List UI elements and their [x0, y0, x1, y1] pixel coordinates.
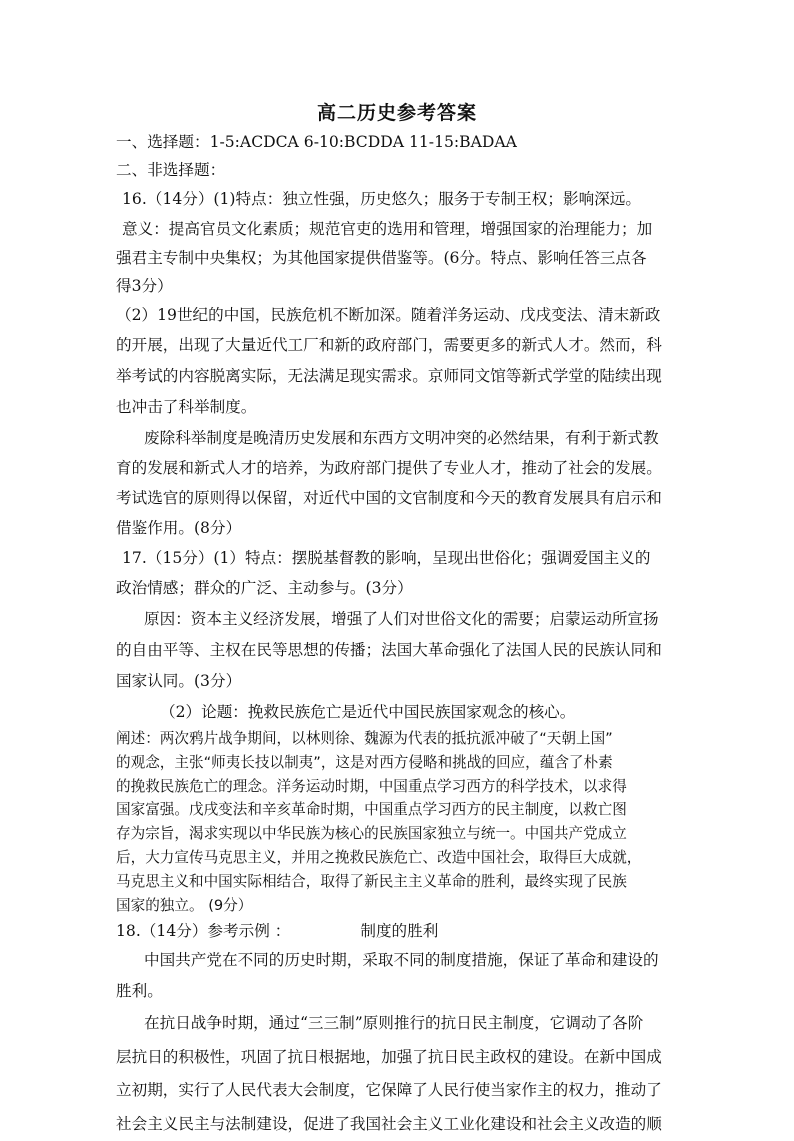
q16-text-line: 育的发展和新式人才的培养，为政府部门提供了专业人才，推动了社会的发展。: [116, 459, 662, 477]
page-title: 高二历史参考答案: [316, 102, 477, 124]
q18-paragraph-line: 在抗日战争时期，通过“三三制”原则推行的抗日民主制度，它调动了各阶: [144, 1014, 644, 1033]
q17-text-line: 国家认同。(3分）: [116, 672, 242, 690]
q17-reason-line: 原因：资本主义经济发展，增强了人们对世俗文化的需要；启蒙运动所宣扬: [144, 610, 659, 628]
q17-elaboration-line: 后，大力宣传马克思主义，并用之挽救民族危亡、改造中国社会，取得巨大成就，: [116, 848, 642, 866]
q16-part1-line: 16.（14分）(1)特点：独立性强，历史悠久；服务于专制王权；影响深远。: [122, 190, 641, 208]
q16-text-line: 举考试的内容脱离实际，无法满足现实需求。京师同文馆等新式学堂的陆续出现: [116, 367, 662, 385]
q16-text-line: 考试选官的原则得以保留，对近代中国的文官制度和今天的教育发展具有启示和: [116, 489, 662, 507]
q17-part1-line: 17.（15分）(1）特点：摆脱基督教的影响，呈现出世俗化；强调爱国主义的: [122, 549, 651, 567]
q17-elaboration-line: 的观念，主张“师夷长技以制夷”，这是对西方侵略和挑战的回应，蕴含了朴素: [116, 753, 613, 771]
q17-elaboration-line: 阐述：两次鸦片战争期间，以林则徐、魏源为代表的抵抗派冲破了“天朝上国”: [116, 730, 613, 747]
q17-elaboration-line: 存为宗旨，渴求实现以中华民族为核心的民族国家独立与统一。中国共产党成立: [116, 825, 627, 843]
q17-text-line: 的自由平等、主权在民等思想的传播；法国大革命强化了法国人民的民族认同和: [116, 641, 662, 659]
q17-part2-thesis-line: （2）论题：挽救民族危亡是近代中国民族国家观念的核心。: [160, 703, 576, 721]
q18-paragraph-line: 中国共产党在不同的历史时期，采取不同的制度措施，保证了革命和建设的: [144, 951, 659, 970]
q17-elaboration-line: 的挽救民族危亡的理念。洋务运动时期，中国重点学习西方的科学技术，以求得: [116, 777, 627, 795]
q16-text-line: 强君主专制中央集权；为其他国家提供借鉴等。(6分。特点、影响任答三点各: [116, 249, 647, 267]
q17-elaboration-line: 马克思主义和中国实际相结合，取得了新民主主义革命的胜利，最终实现了民族: [116, 872, 627, 890]
q17-text-line: 政治情感；群众的广泛、主动参与。(3分）: [116, 579, 413, 597]
q17-elaboration-line: 国家的独立。 (9分）: [116, 896, 253, 914]
q16-text-line: 借鉴作用。(8分）: [116, 519, 242, 537]
choice-answers-line: 一、选择题：1-5:ACDCA 6-10:BCDDA 11-15:BADAA: [116, 133, 517, 151]
q16-significance-line: 意义：提高官员文化素质；规范官吏的选用和管理，增强国家的治理能力；加: [122, 220, 653, 238]
q18-essay-title: 制度的胜利: [360, 922, 439, 941]
answer-content: [116, 128, 686, 1141]
q16-paragraph-line: 废除科举制度是晚清历史发展和东西方文明冲突的必然结果，有利于新式教: [144, 429, 659, 447]
q18-text-line: 胜利。: [116, 982, 163, 1001]
q17-elaboration-line: 国家富强。戊戌变法和辛亥革命时期，中国重点学习西方的民主制度，以救亡图: [116, 801, 627, 819]
q16-text-line: 得3分）: [116, 277, 173, 295]
q18-text-line: 社会主义民主与法制建设，促进了我国社会主义工业化建设和社会主义改造的顺: [116, 1114, 662, 1133]
q16-text-line: 也冲击了科举制度。: [116, 398, 257, 416]
q18-text-line: 立初期，实行了人民代表大会制度，它保障了人民行使当家作主的权力，推动了: [116, 1081, 662, 1100]
q18-text-line: 层抗日的积极性，巩固了抗日根据地，加强了抗日民主政权的建设。在新中国成: [116, 1047, 662, 1066]
q16-text-line: 的开展，出现了大量近代工厂和新的政府部门，需要更多的新式人才。然而，科: [116, 336, 662, 354]
q18-header-line: [116, 917, 686, 945]
q16-part2-line: （2）19世纪的中国，民族危机不断加深。随着洋务运动、戊戌变法、清末新政: [116, 306, 661, 324]
q18-label: 18.（14分）参考示例 ：: [116, 922, 291, 941]
section-heading-non-choice: 二、非选择题：: [116, 161, 226, 179]
